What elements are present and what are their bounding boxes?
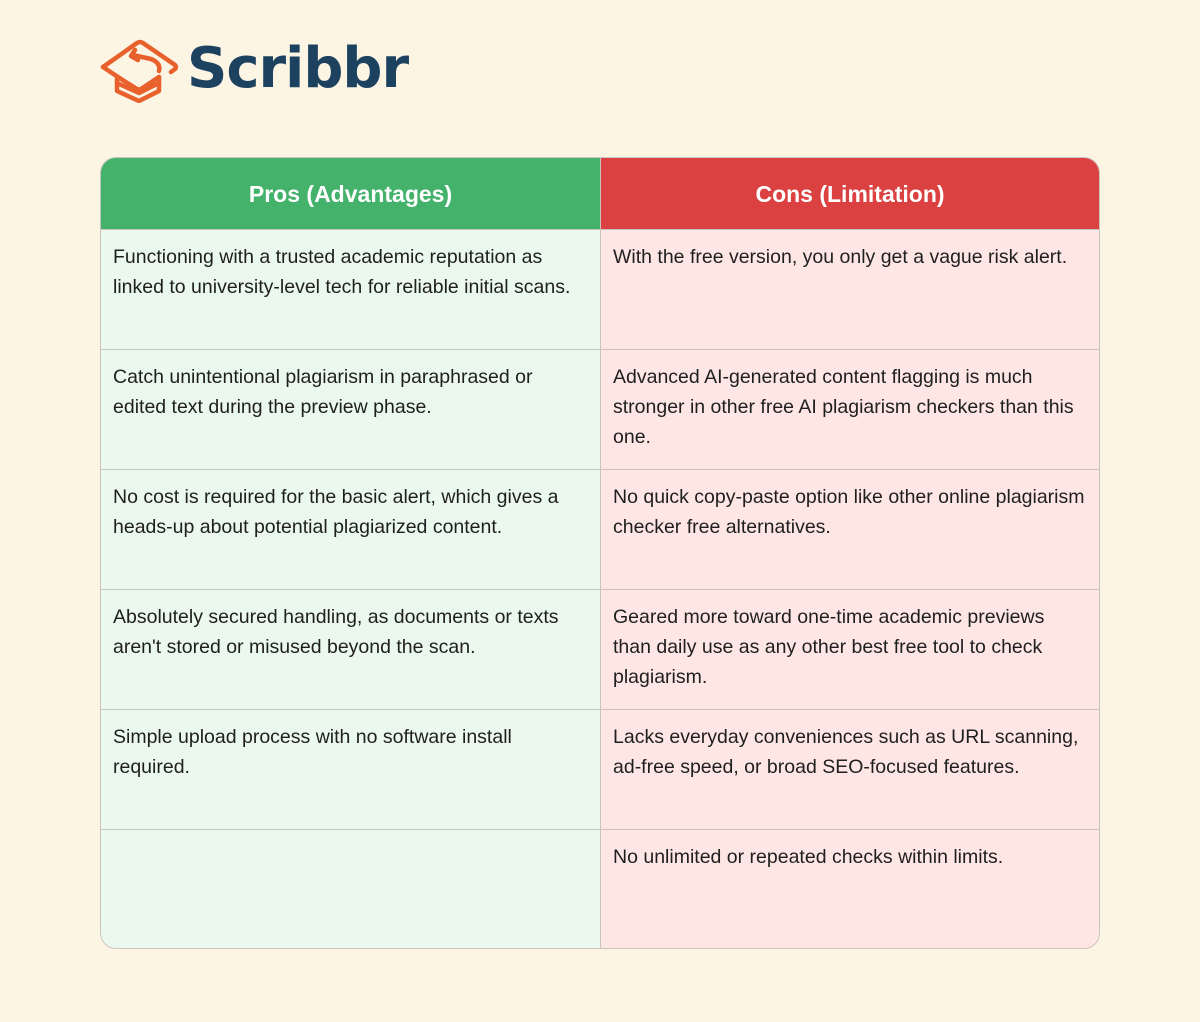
pro-cell: Absolutely secured handling, as documents or texts aren't stored or misused beyond the scan. [101, 590, 601, 709]
scribbr-logo [99, 36, 408, 104]
con-cell: Lacks everyday conveniences such as URL scanning, ad-free speed, or broad SEO-focused features. [601, 710, 1099, 829]
pros-header: Pros (Advantages) [101, 158, 601, 229]
table-header-row [101, 158, 1099, 229]
table-row [101, 469, 1099, 589]
table-row [101, 229, 1099, 349]
table-row [101, 589, 1099, 709]
con-cell: Geared more toward one-time academic previews than daily use as any other best free tool to check plagiarism. [601, 590, 1099, 709]
pro-cell: Simple upload process with no software install required. [101, 710, 601, 829]
pro-cell [101, 830, 601, 948]
pro-cell: Catch unintentional plagiarism in paraphrased or edited text during the preview phase. [101, 350, 601, 469]
graduation-cap-icon [99, 37, 181, 103]
table-row [101, 349, 1099, 469]
con-cell: No unlimited or repeated checks within limits. [601, 830, 1099, 948]
con-cell: No quick copy-paste option like other online plagiarism checker free alternatives. [601, 470, 1099, 589]
pro-cell: Functioning with a trusted academic reputation as linked to university-level tech for reliable initial scans. [101, 230, 601, 349]
pro-cell: No cost is required for the basic alert, which gives a heads-up about potential plagiarized content. [101, 470, 601, 589]
cons-header: Cons (Limitation) [601, 158, 1099, 229]
table-row [101, 829, 1099, 948]
con-cell: With the free version, you only get a vague risk alert. [601, 230, 1099, 349]
con-cell: Advanced AI-generated content flagging is much stronger in other free AI plagiarism checkers than this one. [601, 350, 1099, 469]
table-row [101, 709, 1099, 829]
brand-name: Scribbr [187, 36, 409, 101]
pros-cons-table [100, 157, 1100, 949]
